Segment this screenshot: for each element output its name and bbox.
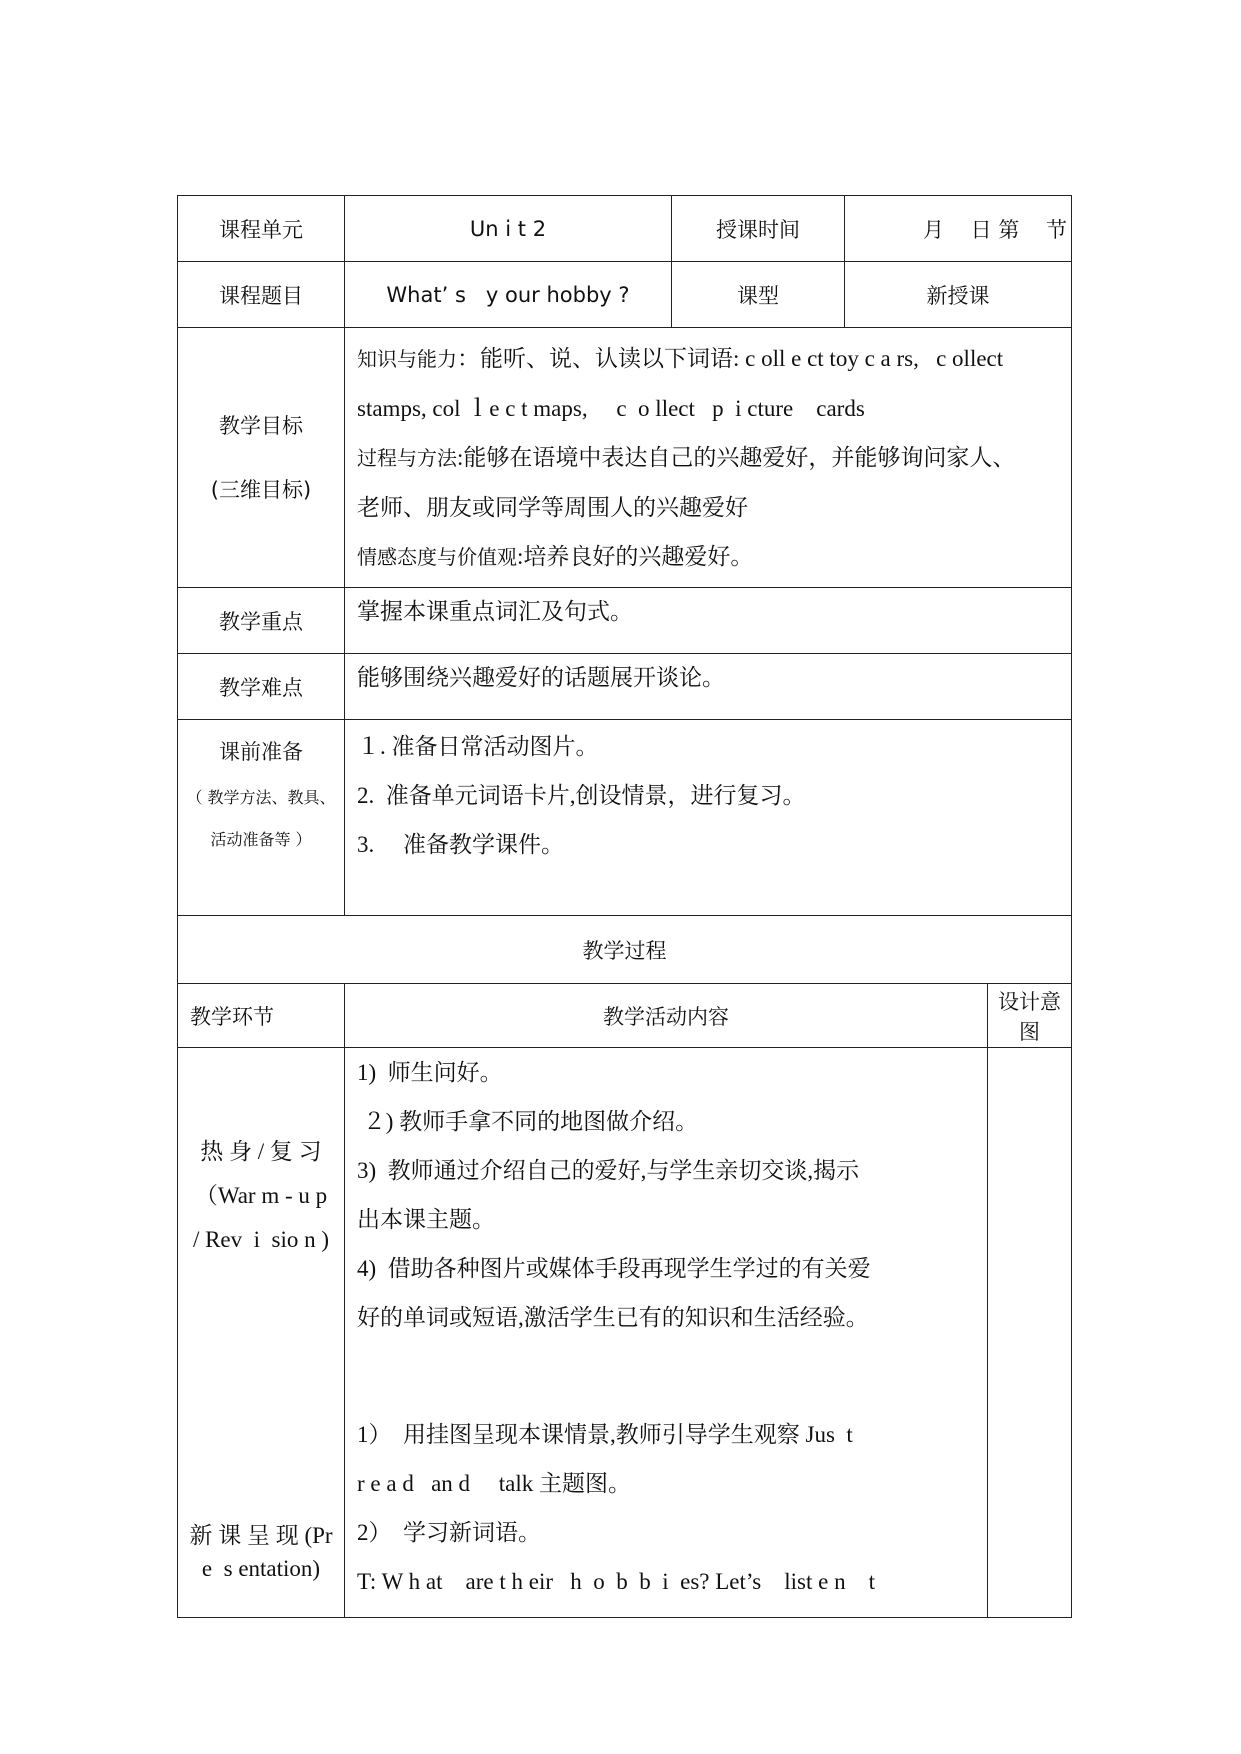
objectives-label: 教学目标 [219,413,303,438]
preparation-item-3: 3. 准备教学课件。 [357,832,564,857]
unit-row [178,196,1072,262]
warmup-line-5: 4) 借助各种图片或媒体手段再现学生学过的有关爱 [357,1256,871,1281]
preparation-label-cell [178,720,345,916]
preparation-sublabel-2: 活动准备等 ） [210,830,312,849]
knowledge-text-1: ：能听、说、认读以下词语: c oll e ct toy c a rs, c ollect [457,346,1004,371]
spacer [357,1342,977,1410]
preparation-content [345,720,1072,916]
preparation-label: 课前准备 [219,740,303,764]
warmup-line-4: 出本课主题。 [357,1207,495,1232]
time-label: 授课时间 [672,196,845,262]
warmup-label [178,1130,344,1262]
stage-cell [178,1048,345,1618]
presentation-line-2: r e a d an d talk 主题图。 [357,1471,632,1496]
warmup-label-3: / Rev i sio n ) [192,1227,330,1252]
preparation-sublabel-1: （ 教学方法、教具、 [186,788,336,807]
topic-value: What’ s y our hobby ? [345,262,672,328]
warmup-line-3: 3) 教师通过介绍自己的爱好,与学生亲切交谈,揭示 [357,1158,860,1183]
preparation-item-2: 2. 准备单元词语卡片,创设情景，进行复习。 [357,783,806,808]
preparation-row [178,720,1072,916]
warmup-line-2: ２) 教师手拿不同的地图做介绍。 [357,1109,699,1134]
presentation-label-2: e s entation) [201,1556,321,1581]
warmup-label-2: （War m - u p [194,1183,328,1208]
objectives-row [178,328,1072,588]
presentation-label [178,1519,344,1585]
key-points-text: 掌握本课重点词汇及句式。 [357,599,633,624]
activity-row [178,1048,1072,1618]
difficulties-row [178,654,1072,720]
difficulties-text: 能够围绕兴趣爱好的话题展开谈论。 [357,665,725,690]
process-text-1: :能够在语境中表达自己的兴趣爱好，并能够询问家人、 [457,445,1016,470]
col-content-header: 教学活动内容 [345,984,988,1048]
activity-content [345,1048,988,1618]
emotion-title: 情感态度与价值观 [357,545,517,569]
presentation-line-1: 1） 用挂图呈现本课情景,教师引导学生观察 Jus t [357,1422,853,1447]
objectives-sublabel: (三维目标) [210,477,312,502]
warmup-line-1: 1) 师生问好。 [357,1060,503,1085]
objectives-content [345,328,1072,588]
knowledge-text-2: stamps, col ｌe c t maps, c o llect p i cture cards [357,396,865,421]
difficulties-cell [345,654,1072,720]
unit-value: Un i t 2 [345,196,672,262]
key-points-label: 教学重点 [178,588,345,654]
presentation-line-3: 2） 学习新词语。 [357,1520,541,1545]
process-title: 教学过程 [178,916,1072,984]
objectives-label-cell [178,328,345,588]
emotion-text: :培养良好的兴趣爱好。 [517,544,754,569]
preparation-item-1: １. 准备日常活动图片。 [357,734,599,759]
knowledge-title: 知识与能力 [357,347,457,371]
col-stage-header: 教学环节 [178,984,345,1048]
difficulties-label: 教学难点 [178,654,345,720]
key-points-cell [345,588,1072,654]
type-label: 课型 [672,262,845,328]
key-points-row [178,588,1072,654]
process-title-row [178,916,1072,984]
topic-row [178,262,1072,328]
knowledge-line-1 [357,334,1061,384]
emotion-line [357,532,1061,582]
type-value: 新授课 [845,262,1072,328]
presentation-line-4: T: W h at are t h eir h o b b i es? Let’s list e n t [357,1569,875,1594]
intent-cell [988,1048,1072,1618]
time-value: 月 日 第 节 [845,196,1072,262]
process-text-2: 老师、朋友或同学等周围人的兴趣爱好 [357,495,748,520]
topic-label: 课程题目 [178,262,345,328]
unit-label: 课程单元 [178,196,345,262]
warmup-line-6: 好的单词或短语,激活学生已有的知识和生活经验。 [357,1305,869,1330]
lesson-plan-table [177,195,1072,1618]
process-line-1 [357,433,1061,483]
process-header-row [178,984,1072,1048]
presentation-label-1: 新 课 呈 现 (Pr [189,1523,333,1548]
warmup-label-1: 热 身 / 复 习 [200,1139,322,1164]
process-title: 过程与方法 [357,446,457,470]
col-intent-header: 设计意图 [988,984,1072,1048]
